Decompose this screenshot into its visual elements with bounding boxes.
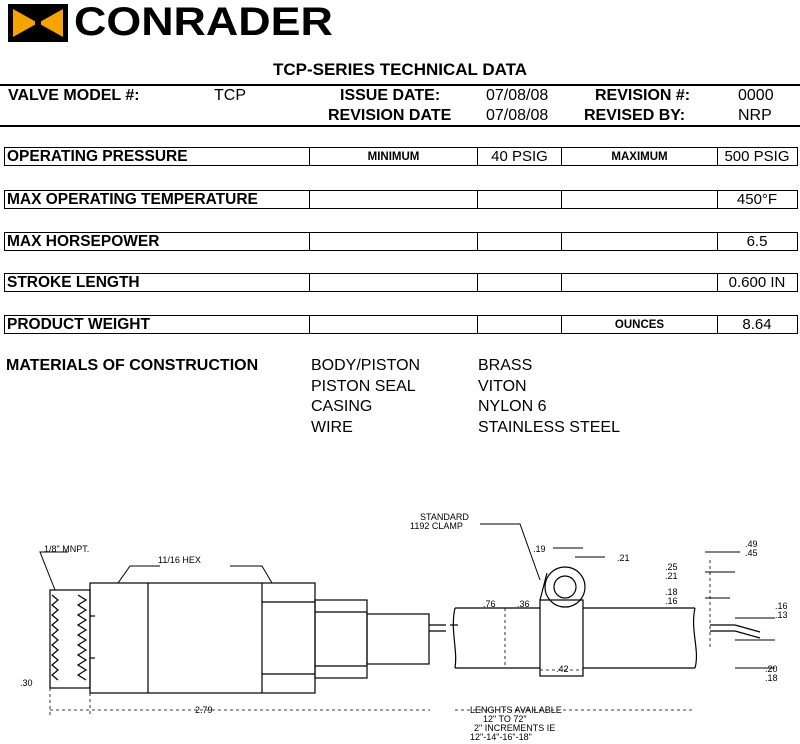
brand-name: CONRADER	[74, 0, 333, 44]
dim-label: .30	[20, 678, 33, 688]
revision-date-label: REVISION DATE	[328, 107, 452, 124]
material-part: WIRE	[311, 419, 353, 436]
dim-label: .25	[665, 562, 678, 572]
material-part: PISTON SEAL	[311, 378, 416, 395]
dim-label: .20	[765, 664, 778, 674]
drawing-labels	[20, 512, 788, 742]
spec-row	[4, 190, 798, 209]
spec-cell: 0.600 IN	[717, 274, 796, 291]
valve-body	[90, 583, 315, 693]
threaded-fitting	[50, 590, 90, 688]
wire-leads	[710, 625, 760, 638]
spec-row	[4, 232, 798, 251]
spec-row	[4, 315, 798, 334]
spec-row	[4, 147, 798, 166]
spec-cell	[561, 274, 717, 291]
valve-technical-drawing	[0, 500, 800, 744]
dim-label: .16	[665, 596, 678, 606]
dim-label: .42	[556, 664, 569, 674]
spec-cell	[309, 316, 477, 333]
valve-logo-icon	[8, 4, 68, 42]
lengths-label: 12" TO 72"	[483, 714, 527, 724]
clamp	[540, 567, 585, 676]
spec-cell	[477, 191, 561, 208]
lengths-label: 2" INCREMENTS IE	[474, 723, 556, 733]
spec-cell	[309, 233, 477, 250]
spec-label: MAX OPERATING TEMPERATURE	[7, 190, 258, 208]
divider	[0, 125, 800, 127]
spec-cell: 40 PSIG	[477, 148, 561, 165]
spec-label: OPERATING PRESSURE	[7, 147, 188, 165]
spec-cell: 450°F	[717, 191, 796, 208]
spec-cell: 500 PSIG	[717, 148, 796, 165]
dim-label: .16	[775, 601, 788, 611]
spec-cell	[477, 233, 561, 250]
issue-date-value: 07/08/08	[486, 87, 549, 104]
material-value: VITON	[478, 378, 527, 395]
revised-by-label: REVISED BY:	[584, 107, 686, 124]
lengths-label: 12"-14"-16"-18"	[470, 732, 532, 742]
dim-label: .21	[665, 571, 678, 581]
spec-cell	[309, 274, 477, 291]
valve-model-label: VALVE MODEL #:	[8, 87, 140, 104]
material-value: NYLON 6	[478, 398, 547, 415]
spec-cell	[561, 233, 717, 250]
material-part: BODY/PISTON	[311, 357, 421, 374]
divider	[0, 84, 800, 86]
revised-by-value: NRP	[738, 107, 772, 124]
dim-label: .13	[775, 610, 788, 620]
spec-cell	[477, 274, 561, 291]
spec-cell: MAXIMUM	[561, 148, 717, 165]
clamp-label-2: 1192 CLAMP	[410, 521, 463, 531]
dim-label: .21	[617, 553, 630, 563]
page-title: TCP-SERIES TECHNICAL DATA	[272, 60, 528, 79]
spec-row	[4, 273, 798, 292]
dim-label: .18	[665, 587, 678, 597]
dim-label: .36	[517, 599, 530, 609]
casing-tube	[450, 608, 696, 668]
dim-label: .45	[745, 548, 758, 558]
valve-model-value: TCP	[214, 87, 246, 104]
revision-date-value: 07/08/08	[486, 107, 549, 124]
spec-cell	[477, 316, 561, 333]
dim-label: .19	[533, 544, 546, 554]
material-value: STAINLESS STEEL	[478, 419, 620, 436]
hex-label: 11/16 HEX	[158, 555, 201, 565]
spec-cell	[561, 191, 717, 208]
mnpt-label: 1/8" MNPT.	[44, 544, 90, 554]
lengths-label: LENGHTS AVAILABLE	[470, 705, 562, 715]
dim-label: 2.79	[195, 705, 213, 715]
dim-label: .18	[765, 673, 778, 683]
dim-label: .49	[745, 539, 758, 549]
dim-label: .76	[483, 599, 496, 609]
material-part: CASING	[311, 398, 373, 415]
spec-cell: OUNCES	[561, 316, 717, 333]
spec-cell	[309, 191, 477, 208]
issue-date-label: ISSUE DATE:	[340, 87, 441, 104]
spec-label: PRODUCT WEIGHT	[7, 315, 150, 333]
spec-label: STROKE LENGTH	[7, 273, 140, 291]
revision-label: REVISION #:	[595, 87, 691, 104]
hex-nut	[315, 600, 446, 678]
revision-value: 0000	[738, 87, 774, 104]
brand-logo	[8, 0, 353, 44]
clamp-label-1: STANDARD	[420, 512, 469, 522]
spec-label: MAX HORSEPOWER	[7, 232, 160, 250]
spec-cell: 8.64	[717, 316, 796, 333]
materials-heading: MATERIALS OF CONSTRUCTION	[6, 357, 259, 374]
spec-cell: MINIMUM	[309, 148, 477, 165]
spec-cell: 6.5	[717, 233, 796, 250]
material-value: BRASS	[478, 357, 533, 374]
